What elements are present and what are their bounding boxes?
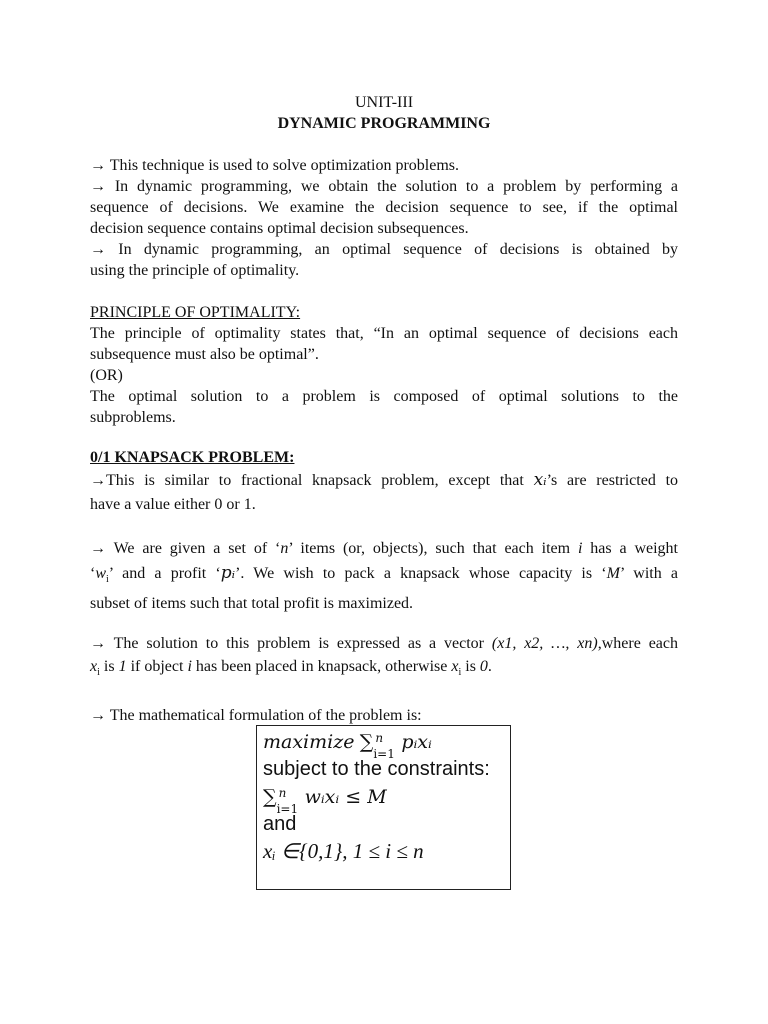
knapsack-p2-text-e: ’ and a profit ‘ — [108, 565, 221, 582]
principle-paragraph-2-line-2: subproblems. — [90, 409, 176, 426]
sum-limits — [373, 731, 401, 762]
knapsack-p1-text-a: →This is similar to fractional knapsack problem, except that — [90, 472, 534, 489]
knapsack-paragraph-2-line-2 — [90, 561, 678, 592]
zero-value: 0 — [479, 658, 488, 676]
knapsack-p3-text-b: ,where each — [597, 635, 679, 653]
knapsack-p1-text-b: ’s are restricted to — [546, 472, 679, 489]
maximize-word: maximize — [263, 731, 355, 753]
w-symbol: w — [95, 565, 106, 582]
knapsack-p3-text-e: has been placed in knapsack, otherwise — [191, 658, 452, 676]
i-symbol: i — [577, 540, 583, 557]
knapsack-p3-text-c: is — [99, 658, 119, 676]
sum-upper-limit-2: n — [278, 786, 287, 801]
x-i-symbol: xᵢ — [533, 470, 547, 490]
knapsack-p2-text-b: ’ items (or, objects), such that each item — [288, 540, 578, 557]
intro-paragraph-2-line-1: → In dynamic programming, we obtain the solution to a problem by performing a — [90, 178, 678, 195]
x-symbol-2: x — [451, 658, 459, 676]
intro-paragraph-3-line-1: → In dynamic programming, an optimal sequence of decisions is obtained by — [90, 241, 678, 258]
knapsack-paragraph-1-line-2: have a value either 0 or 1. — [90, 496, 256, 513]
knapsack-p3-text-d: if object — [126, 658, 188, 676]
or-label: (OR) — [90, 367, 123, 384]
knapsack-paragraph-2-line-1 — [90, 537, 678, 561]
knapsack-paragraph-4: → The mathematical formulation of the problem is: — [90, 707, 422, 725]
intro-paragraph-2-line-3: decision sequence contains optimal decision subsequences. — [90, 220, 469, 237]
formula-line-2: subject to the constraints: — [263, 758, 490, 780]
knapsack-p2-text-a: → We are given a set of ‘ — [90, 540, 281, 557]
object-i-symbol: i — [187, 658, 192, 676]
document-page — [90, 93, 678, 726]
sum-symbol-2: ∑ — [263, 786, 277, 808]
knapsack-p3-text-a: → The solution to this problem is expressed as a vector — [90, 635, 492, 653]
knapsack-section — [90, 447, 678, 726]
knapsack-p3-text-f: is — [461, 658, 480, 676]
intro-section — [90, 155, 678, 281]
knapsack-p2-text-f: ’. We wish to pack a knapsack whose capacity is ‘ — [235, 565, 607, 582]
principle-paragraph-1-line-2: subsequence must also be optimal”. — [90, 346, 319, 363]
one-value: 1 — [118, 658, 127, 676]
sum-upper-limit: n — [375, 731, 384, 746]
page-title: DYNAMIC PROGRAMMING — [277, 115, 491, 132]
formula-box — [256, 725, 511, 890]
principle-heading: PRINCIPLE OF OPTIMALITY: — [90, 304, 301, 321]
principle-paragraph-2-line-1: The optimal solution to a problem is composed of optimal solutions to the — [90, 388, 678, 405]
constraint-term: wᵢxᵢ ≤ M — [304, 786, 387, 808]
formula-line-4: and — [263, 813, 297, 835]
intro-paragraph-2-line-2: sequence of decisions. We examine the decision sequence to see, if the optimal — [90, 199, 678, 216]
knapsack-p2-text-c: has a weight — [582, 540, 678, 557]
objective-term: pᵢxᵢ — [401, 731, 432, 753]
w-subscript: i — [106, 574, 109, 586]
knapsack-paragraph-3-line-2 — [90, 656, 678, 683]
knapsack-p2-text-g: ’ with a — [619, 565, 679, 582]
principle-section — [90, 302, 678, 428]
intro-paragraph-3-line-2: using the principle of optimality. — [90, 262, 300, 279]
m-symbol: M — [606, 565, 620, 582]
sum-limits-2 — [276, 786, 305, 817]
knapsack-p2-text-d: ‘ — [90, 565, 96, 582]
intro-paragraph-1: → This technique is used to solve optimization problems. — [90, 157, 459, 174]
principle-paragraph-1-line-1: The principle of optimality states that, “In an optimal sequence of decisions each — [90, 325, 678, 342]
formula-line-1 — [263, 728, 510, 762]
x-subscript-2: i — [458, 667, 462, 679]
knapsack-paragraph-3-line-1 — [90, 632, 678, 656]
knapsack-paragraph-2-line-3: subset of items such that total profit is maximized. — [90, 595, 414, 613]
n-symbol: n — [280, 540, 289, 557]
sum-lower-limit-2: i=1 — [276, 802, 299, 817]
x-subscript: i — [97, 667, 100, 679]
unit-label: UNIT-III — [354, 94, 414, 111]
formula-line-5: xᵢ ∈{0,1}, 1 ≤ i ≤ n — [263, 839, 424, 863]
sum-lower-limit: i=1 — [373, 747, 395, 762]
p-i-symbol: pᵢ — [220, 563, 236, 583]
knapsack-p3-text-g: . — [487, 658, 492, 676]
formula-line-3 — [263, 783, 510, 817]
knapsack-paragraph-1-line-1 — [90, 468, 678, 493]
sum-symbol: ∑ — [359, 731, 374, 753]
knapsack-heading: 0/1 KNAPSACK PROBLEM: — [90, 449, 295, 466]
x-symbol: x — [90, 658, 98, 676]
solution-vector: (x1, x2, …, xn) — [491, 635, 598, 653]
